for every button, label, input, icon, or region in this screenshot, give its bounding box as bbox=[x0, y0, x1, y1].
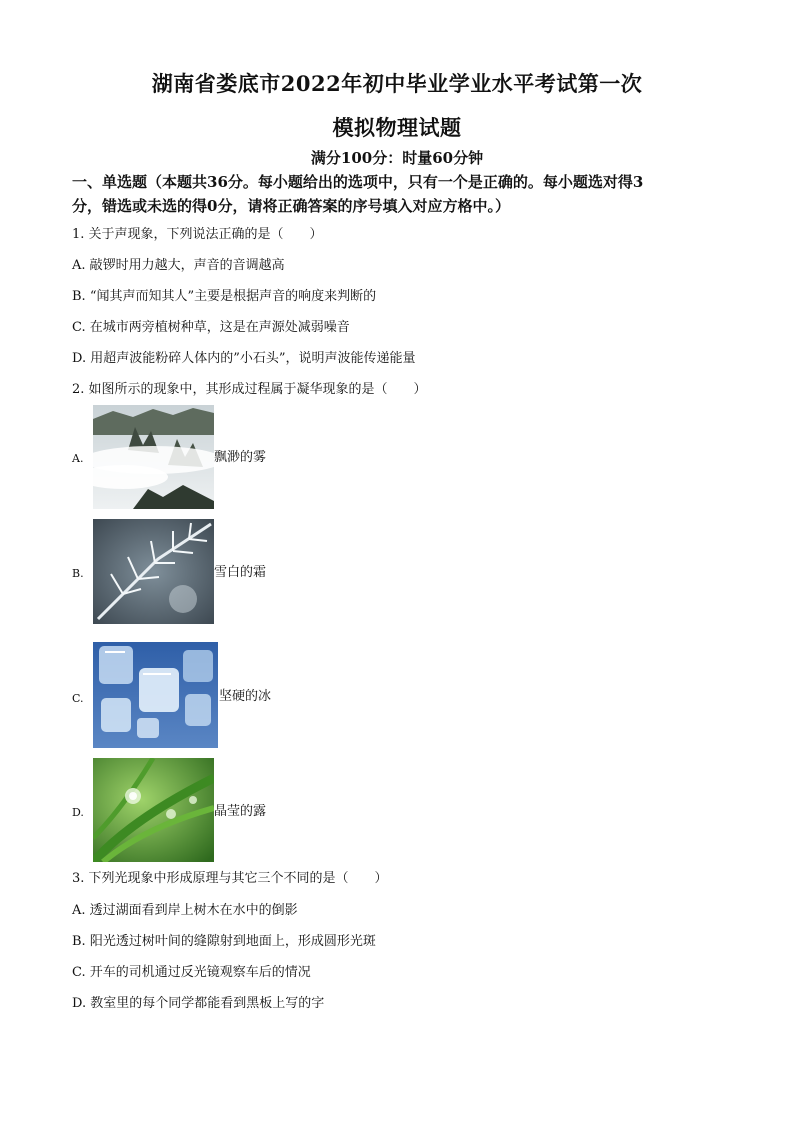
section-heading-line1: 一、单选题（本题共36分。每小题给出的选项中，只有一个是正确的。每小题选对得3 bbox=[72, 173, 644, 191]
q3-option-b: B. 阳光透过树叶间的缝隙射到地面上，形成圆形光斑 bbox=[72, 934, 376, 949]
exam-title-line1: 湖南省娄底市2022年初中毕业学业水平考试第一次 bbox=[151, 71, 643, 96]
q2-option-a-caption: 飘渺的雾 bbox=[214, 450, 267, 465]
q3-option-c: C. 开车的司机通过反光镜观察车后的情况 bbox=[72, 965, 311, 980]
q2-stem: 2. 如图所示的现象中，其形成过程属于凝华现象的是（ ） bbox=[72, 382, 427, 397]
q2-option-d-label: D. bbox=[72, 806, 84, 819]
section-heading-line2: 分，错选或未选的得0分，请将正确答案的序号填入对应方格中。） bbox=[72, 197, 510, 215]
frost-plant-photo bbox=[93, 519, 214, 624]
q3-option-a: A. 透过湖面看到岸上树木在水中的倒影 bbox=[72, 903, 298, 918]
q3-stem: 3. 下列光现象中形成原理与其它三个不同的是（ ） bbox=[72, 871, 388, 886]
q2-option-d-caption: 晶莹的露 bbox=[214, 804, 267, 819]
q2-option-b-label: B. bbox=[72, 567, 84, 580]
q2-option-b-caption: 雪白的霜 bbox=[214, 565, 267, 580]
q1-option-b: B. “闻其声而知其人”主要是根据声音的响度来判断的 bbox=[72, 289, 377, 304]
q1-option-a: A. 敲锣时用力越大，声音的音调越高 bbox=[72, 258, 285, 273]
fog-mountain-photo bbox=[93, 405, 214, 509]
exam-subtitle: 满分100分：时量60分钟 bbox=[310, 149, 484, 167]
q2-option-a-label: A. bbox=[72, 452, 84, 465]
q2-option-c-label: C. bbox=[72, 692, 84, 705]
exam-title-line2: 模拟物理试题 bbox=[332, 115, 462, 140]
ice-cubes-photo bbox=[93, 642, 218, 748]
q2-option-c-caption: 坚硬的冰 bbox=[219, 689, 272, 704]
q1-option-c: C. 在城市两旁植树种草，这是在声源处减弱噪音 bbox=[72, 320, 350, 335]
q1-option-d: D. 用超声波能粉碎人体内的”小石头”，说明声波能传递能量 bbox=[72, 351, 416, 366]
dew-grass-photo bbox=[93, 758, 214, 862]
q3-option-d: D. 教室里的每个同学都能看到黑板上写的字 bbox=[72, 996, 325, 1011]
q1-stem: 1. 关于声现象，下列说法正确的是（ ） bbox=[72, 227, 323, 242]
